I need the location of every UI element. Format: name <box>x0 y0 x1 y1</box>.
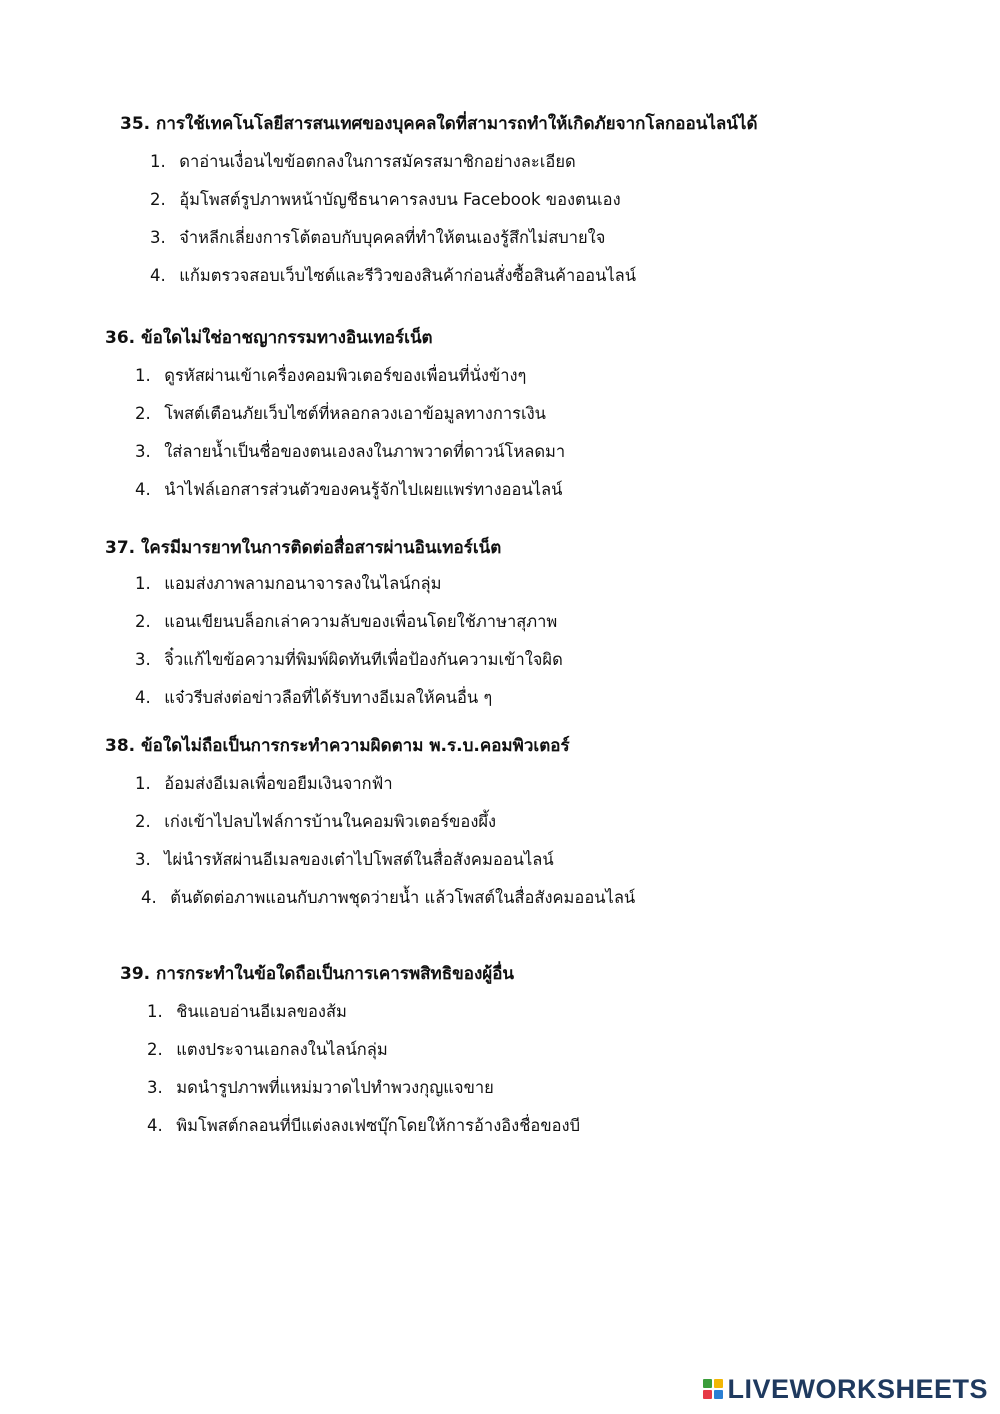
option-text: ไผ่นำรหัสผ่านอีเมลของเต๋าไปโพสต์ในสื่อสังคมออนไลน์ <box>164 850 554 869</box>
question-title: 35. การใช้เทคโนโลยีสารสนเทศของบุคคลใดที่สามารถทำให้เกิดภัยจากโลกออนไลน์ได้ <box>120 114 758 134</box>
option-number: 4. <box>135 480 151 499</box>
logo-grid-icon <box>703 1379 723 1399</box>
logo-cell <box>714 1379 723 1388</box>
option-text: อ้อมส่งอีเมลเพื่อขอยืมเงินจากฟ้า <box>164 774 393 793</box>
option-item[interactable] <box>135 572 441 596</box>
option-number: 1. <box>135 574 151 593</box>
option-number: 3. <box>147 1078 163 1097</box>
option-item[interactable] <box>135 402 546 426</box>
option-text: ต้นตัดต่อภาพแอนกับภาพชุดว่ายน้ำ แล้วโพสต์ในสื่อสังคมออนไลน์ <box>170 888 636 907</box>
option-text: ใส่ลายน้ำเป็นชื่อของตนเองลงในภาพวาดที่ดาวน์โหลดมา <box>164 442 566 461</box>
option-number: 1. <box>147 1002 163 1021</box>
option-item[interactable] <box>150 188 621 212</box>
question-title: 37. ใครมีมารยาทในการติดต่อสื่อสารผ่านอินเทอร์เน็ต <box>105 538 502 558</box>
option-number: 2. <box>135 812 151 831</box>
question-title: 39. การกระทำในข้อใดถือเป็นการเคารพสิทธิของผู้อื่น <box>120 964 515 984</box>
logo-cell <box>703 1390 712 1399</box>
option-number: 3. <box>135 850 151 869</box>
option-item[interactable] <box>135 772 393 796</box>
option-text: ชินแอบอ่านอีเมลของส้ม <box>176 1002 347 1021</box>
option-item[interactable] <box>135 610 557 634</box>
option-number: 4. <box>135 688 151 707</box>
option-text: จ๋าหลีกเลี่ยงการโต้ตอบกับบุคคลที่ทำให้ตนเองรู้สึกไม่สบายใจ <box>179 228 606 247</box>
option-item[interactable] <box>150 226 605 250</box>
option-item[interactable] <box>147 1114 580 1138</box>
option-text: แอนเขียนบล็อกเล่าความลับของเพื่อนโดยใช้ภาษาสุภาพ <box>164 612 558 631</box>
liveworksheets-logo[interactable] <box>703 1374 988 1404</box>
option-number: 4. <box>141 888 157 907</box>
option-item[interactable] <box>150 150 576 174</box>
option-number: 1. <box>150 152 166 171</box>
option-text: อุ้มโพสต์รูปภาพหน้าบัญชีธนาคารลงบน Facebook ของตนเอง <box>179 190 621 209</box>
option-text: จิ๋วแก้ไขข้อความที่พิมพ์ผิดทันทีเพื่อป้องกันความเข้าใจผิด <box>164 650 563 669</box>
option-number: 3. <box>135 442 151 461</box>
option-item[interactable] <box>135 686 492 710</box>
logo-cell <box>703 1379 712 1388</box>
option-number: 1. <box>135 366 151 385</box>
option-number: 2. <box>135 404 151 423</box>
option-item[interactable] <box>135 478 562 502</box>
option-item[interactable] <box>135 848 554 872</box>
option-text: มดนำรูปภาพที่แหม่มวาดไปทำพวงกุญแจขาย <box>176 1078 494 1097</box>
option-number: 3. <box>150 228 166 247</box>
option-text: แตงประจานเอกลงในไลน์กลุ่ม <box>176 1040 388 1059</box>
option-item[interactable] <box>135 440 565 464</box>
option-number: 3. <box>135 650 151 669</box>
option-text: แก้มตรวจสอบเว็บไซต์และรีวิวของสินค้าก่อนสั่งซื้อสินค้าออนไลน์ <box>179 266 637 285</box>
option-text: โพสต์เตือนภัยเว็บไซต์ที่หลอกลวงเอาข้อมูลทางการเงิน <box>164 404 546 423</box>
option-item[interactable] <box>150 264 636 288</box>
question-title: 38. ข้อใดไม่ถือเป็นการกระทำความผิดตาม พ.ร.บ.คอมพิวเตอร์ <box>105 736 570 756</box>
question-title: 36. ข้อใดไม่ใช่อาชญากรรมทางอินเทอร์เน็ต <box>105 328 433 348</box>
option-number: 4. <box>150 266 166 285</box>
option-number: 4. <box>147 1116 163 1135</box>
option-number: 1. <box>135 774 151 793</box>
option-number: 2. <box>147 1040 163 1059</box>
option-item[interactable] <box>141 886 635 910</box>
option-number: 2. <box>135 612 151 631</box>
option-text: เก่งเข้าไปลบไฟล์การบ้านในคอมพิวเตอร์ของผึ้ง <box>164 812 497 831</box>
option-item[interactable] <box>135 810 496 834</box>
option-text: แอมส่งภาพลามกอนาจารลงในไลน์กลุ่ม <box>164 574 442 593</box>
option-item[interactable] <box>135 364 526 388</box>
logo-cell <box>714 1390 723 1399</box>
option-text: ดาอ่านเงื่อนไขข้อตกลงในการสมัครสมาชิกอย่างละเอียด <box>179 152 576 171</box>
option-text: ดูรหัสผ่านเข้าเครื่องคอมพิวเตอร์ของเพื่อนที่นั่งข้างๆ <box>164 366 527 385</box>
option-item[interactable] <box>135 648 563 672</box>
option-text: แจ๋วรีบส่งต่อข่าวลือที่ได้รับทางอีเมลให้คนอื่น ๆ <box>164 688 493 707</box>
option-text: นำไฟล์เอกสารส่วนตัวของคนรู้จักไปเผยแพร่ทางออนไลน์ <box>164 480 563 499</box>
option-number: 2. <box>150 190 166 209</box>
option-item[interactable] <box>147 1076 494 1100</box>
logo-text: LIVEWORKSHEETS <box>727 1374 988 1404</box>
option-text: พิมโพสต์กลอนที่บีแต่งลงเฟซบุ๊กโดยให้การอ้างอิงชื่อของบี <box>176 1116 581 1135</box>
option-item[interactable] <box>147 1038 388 1062</box>
option-item[interactable] <box>147 1000 347 1024</box>
